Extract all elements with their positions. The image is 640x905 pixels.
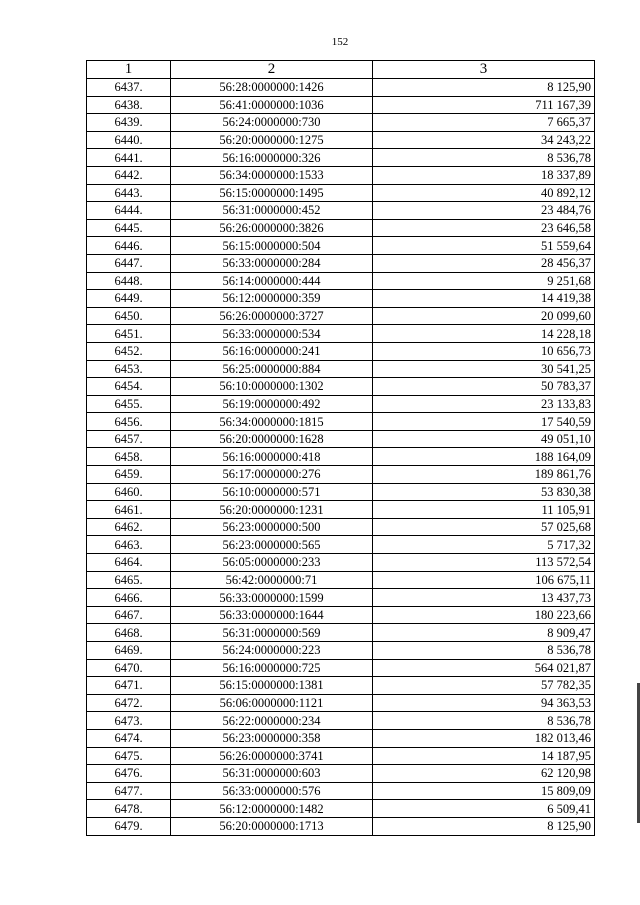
row-number-cell: 6454. <box>87 378 171 396</box>
row-number-cell: 6462. <box>87 518 171 536</box>
amount-cell: 5 717,32 <box>373 536 595 554</box>
amount-cell: 10 656,73 <box>373 342 595 360</box>
table-row <box>87 325 595 343</box>
amount-cell: 8 125,90 <box>373 817 595 835</box>
row-number-cell: 6438. <box>87 96 171 114</box>
cadastral-number-cell: 56:20:0000000:1231 <box>171 501 373 519</box>
table-row <box>87 448 595 466</box>
table-row <box>87 79 595 97</box>
table-row <box>87 747 595 765</box>
table-row <box>87 166 595 184</box>
column-header-3: 3 <box>373 61 595 79</box>
table-row <box>87 219 595 237</box>
table-row <box>87 430 595 448</box>
cadastral-number-cell: 56:10:0000000:1302 <box>171 378 373 396</box>
amount-cell: 57 782,35 <box>373 677 595 695</box>
row-number-cell: 6479. <box>87 817 171 835</box>
table-row <box>87 782 595 800</box>
amount-cell: 94 363,53 <box>373 694 595 712</box>
table-row <box>87 184 595 202</box>
table-row <box>87 800 595 818</box>
amount-cell: 23 133,83 <box>373 395 595 413</box>
cadastral-number-cell: 56:33:0000000:576 <box>171 782 373 800</box>
cadastral-number-cell: 56:33:0000000:284 <box>171 254 373 272</box>
amount-cell: 15 809,09 <box>373 782 595 800</box>
amount-cell: 14 228,18 <box>373 325 595 343</box>
cadastral-number-cell: 56:20:0000000:1628 <box>171 430 373 448</box>
amount-cell: 50 783,37 <box>373 378 595 396</box>
cadastral-number-cell: 56:12:0000000:359 <box>171 290 373 308</box>
amount-cell: 564 021,87 <box>373 659 595 677</box>
amount-cell: 62 120,98 <box>373 765 595 783</box>
amount-cell: 113 572,54 <box>373 554 595 572</box>
cadastral-number-cell: 56:19:0000000:492 <box>171 395 373 413</box>
amount-cell: 23 484,76 <box>373 202 595 220</box>
table-row <box>87 501 595 519</box>
cadastral-number-cell: 56:15:0000000:504 <box>171 237 373 255</box>
table-row <box>87 694 595 712</box>
table-row <box>87 606 595 624</box>
row-number-cell: 6458. <box>87 448 171 466</box>
cadastral-number-cell: 56:33:0000000:534 <box>171 325 373 343</box>
cadastral-number-cell: 56:14:0000000:444 <box>171 272 373 290</box>
amount-cell: 49 051,10 <box>373 430 595 448</box>
cadastral-number-cell: 56:31:0000000:569 <box>171 624 373 642</box>
cadastral-number-cell: 56:16:0000000:241 <box>171 342 373 360</box>
amount-cell: 11 105,91 <box>373 501 595 519</box>
row-number-cell: 6449. <box>87 290 171 308</box>
amount-cell: 180 223,66 <box>373 606 595 624</box>
amount-cell: 14 419,38 <box>373 290 595 308</box>
cadastral-number-cell: 56:23:0000000:358 <box>171 729 373 747</box>
page-number: 152 <box>331 36 349 48</box>
column-header-2: 2 <box>171 61 373 79</box>
cadastral-number-cell: 56:34:0000000:1815 <box>171 413 373 431</box>
row-number-cell: 6463. <box>87 536 171 554</box>
table-row <box>87 395 595 413</box>
cadastral-number-cell: 56:26:0000000:3826 <box>171 219 373 237</box>
cadastral-number-cell: 56:16:0000000:725 <box>171 659 373 677</box>
row-number-cell: 6452. <box>87 342 171 360</box>
cadastral-number-cell: 56:20:0000000:1275 <box>171 131 373 149</box>
table-row <box>87 536 595 554</box>
table-row <box>87 378 595 396</box>
amount-cell: 57 025,68 <box>373 518 595 536</box>
amount-cell: 106 675,11 <box>373 571 595 589</box>
row-number-cell: 6464. <box>87 554 171 572</box>
row-number-cell: 6442. <box>87 166 171 184</box>
table-row <box>87 518 595 536</box>
table-row <box>87 202 595 220</box>
amount-cell: 34 243,22 <box>373 131 595 149</box>
amount-cell: 13 437,73 <box>373 589 595 607</box>
table-header <box>87 61 595 79</box>
cadastral-number-cell: 56:23:0000000:500 <box>171 518 373 536</box>
amount-cell: 188 164,09 <box>373 448 595 466</box>
table-row <box>87 466 595 484</box>
table-row <box>87 149 595 167</box>
amount-cell: 8 536,78 <box>373 642 595 660</box>
table-row <box>87 483 595 501</box>
amount-cell: 7 665,37 <box>373 114 595 132</box>
table-row <box>87 677 595 695</box>
amount-cell: 9 251,68 <box>373 272 595 290</box>
cadastral-number-cell: 56:26:0000000:3741 <box>171 747 373 765</box>
row-number-cell: 6448. <box>87 272 171 290</box>
cadastral-number-cell: 56:24:0000000:730 <box>171 114 373 132</box>
amount-cell: 28 456,37 <box>373 254 595 272</box>
row-number-cell: 6446. <box>87 237 171 255</box>
amount-cell: 8 909,47 <box>373 624 595 642</box>
amount-cell: 40 892,12 <box>373 184 595 202</box>
row-number-cell: 6469. <box>87 642 171 660</box>
table-row <box>87 237 595 255</box>
cadastral-number-cell: 56:31:0000000:452 <box>171 202 373 220</box>
amount-cell: 20 099,60 <box>373 307 595 325</box>
amount-cell: 51 559,64 <box>373 237 595 255</box>
table-row <box>87 554 595 572</box>
table-row <box>87 342 595 360</box>
row-number-cell: 6455. <box>87 395 171 413</box>
amount-cell: 8 125,90 <box>373 79 595 97</box>
amount-cell: 14 187,95 <box>373 747 595 765</box>
table-row <box>87 290 595 308</box>
cadastral-number-cell: 56:16:0000000:326 <box>171 149 373 167</box>
amount-cell: 8 536,78 <box>373 149 595 167</box>
table-row <box>87 114 595 132</box>
row-number-cell: 6441. <box>87 149 171 167</box>
table-row <box>87 254 595 272</box>
cadastral-number-cell: 56:15:0000000:1381 <box>171 677 373 695</box>
cadastral-number-cell: 56:24:0000000:223 <box>171 642 373 660</box>
table-row <box>87 413 595 431</box>
cadastral-number-cell: 56:33:0000000:1644 <box>171 606 373 624</box>
amount-cell: 8 536,78 <box>373 712 595 730</box>
row-number-cell: 6475. <box>87 747 171 765</box>
column-header-1: 1 <box>87 61 171 79</box>
data-table <box>86 60 595 836</box>
cadastral-number-cell: 56:41:0000000:1036 <box>171 96 373 114</box>
row-number-cell: 6473. <box>87 712 171 730</box>
row-number-cell: 6444. <box>87 202 171 220</box>
cadastral-number-cell: 56:33:0000000:1599 <box>171 589 373 607</box>
cadastral-number-cell: 56:28:0000000:1426 <box>171 79 373 97</box>
row-number-cell: 6439. <box>87 114 171 132</box>
amount-cell: 23 646,58 <box>373 219 595 237</box>
cadastral-number-cell: 56:17:0000000:276 <box>171 466 373 484</box>
cadastral-number-cell: 56:22:0000000:234 <box>171 712 373 730</box>
cadastral-number-cell: 56:20:0000000:1713 <box>171 817 373 835</box>
row-number-cell: 6478. <box>87 800 171 818</box>
row-number-cell: 6450. <box>87 307 171 325</box>
table-row <box>87 729 595 747</box>
row-number-cell: 6465. <box>87 571 171 589</box>
row-number-cell: 6471. <box>87 677 171 695</box>
cadastral-number-cell: 56:05:0000000:233 <box>171 554 373 572</box>
table-row <box>87 642 595 660</box>
row-number-cell: 6467. <box>87 606 171 624</box>
cadastral-number-cell: 56:06:0000000:1121 <box>171 694 373 712</box>
row-number-cell: 6459. <box>87 466 171 484</box>
row-number-cell: 6445. <box>87 219 171 237</box>
table-row <box>87 96 595 114</box>
amount-cell: 30 541,25 <box>373 360 595 378</box>
cadastral-number-cell: 56:10:0000000:571 <box>171 483 373 501</box>
cadastral-number-cell: 56:34:0000000:1533 <box>171 166 373 184</box>
row-number-cell: 6461. <box>87 501 171 519</box>
amount-cell: 18 337,89 <box>373 166 595 184</box>
cadastral-number-cell: 56:12:0000000:1482 <box>171 800 373 818</box>
row-number-cell: 6451. <box>87 325 171 343</box>
amount-cell: 711 167,39 <box>373 96 595 114</box>
amount-cell: 182 013,46 <box>373 729 595 747</box>
table-row <box>87 272 595 290</box>
table-row <box>87 817 595 835</box>
table-row <box>87 571 595 589</box>
row-number-cell: 6468. <box>87 624 171 642</box>
amount-cell: 189 861,76 <box>373 466 595 484</box>
row-number-cell: 6456. <box>87 413 171 431</box>
table-row <box>87 589 595 607</box>
cadastral-number-cell: 56:42:0000000:71 <box>171 571 373 589</box>
row-number-cell: 6437. <box>87 79 171 97</box>
amount-cell: 53 830,38 <box>373 483 595 501</box>
cadastral-number-cell: 56:25:0000000:884 <box>171 360 373 378</box>
cadastral-number-cell: 56:15:0000000:1495 <box>171 184 373 202</box>
amount-cell: 17 540,59 <box>373 413 595 431</box>
row-number-cell: 6466. <box>87 589 171 607</box>
row-number-cell: 6440. <box>87 131 171 149</box>
amount-cell: 6 509,41 <box>373 800 595 818</box>
row-number-cell: 6443. <box>87 184 171 202</box>
row-number-cell: 6457. <box>87 430 171 448</box>
cadastral-number-cell: 56:23:0000000:565 <box>171 536 373 554</box>
row-number-cell: 6460. <box>87 483 171 501</box>
table-row <box>87 360 595 378</box>
table-row <box>87 712 595 730</box>
cadastral-number-cell: 56:31:0000000:603 <box>171 765 373 783</box>
table-row <box>87 131 595 149</box>
row-number-cell: 6447. <box>87 254 171 272</box>
table-row <box>87 659 595 677</box>
row-number-cell: 6453. <box>87 360 171 378</box>
table-row <box>87 624 595 642</box>
row-number-cell: 6477. <box>87 782 171 800</box>
table-row <box>87 307 595 325</box>
table-body <box>87 79 595 836</box>
row-number-cell: 6474. <box>87 729 171 747</box>
cadastral-number-cell: 56:26:0000000:3727 <box>171 307 373 325</box>
row-number-cell: 6470. <box>87 659 171 677</box>
table-row <box>87 765 595 783</box>
row-number-cell: 6476. <box>87 765 171 783</box>
table-header-row <box>87 61 595 79</box>
cadastral-number-cell: 56:16:0000000:418 <box>171 448 373 466</box>
row-number-cell: 6472. <box>87 694 171 712</box>
